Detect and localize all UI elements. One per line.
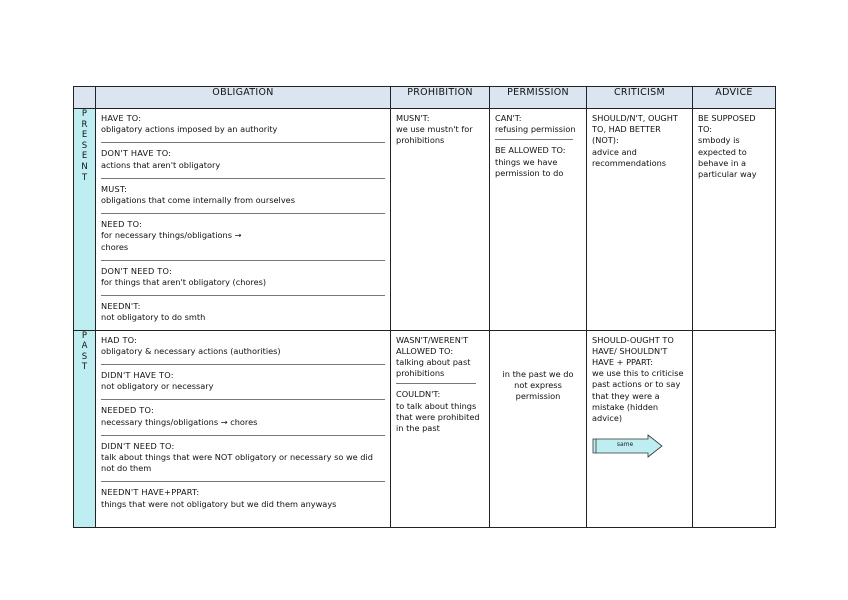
past-criticism-cell	[587, 330, 693, 527]
entry-title: WASN'T/WEREN'T ALLOWED TO:	[396, 334, 469, 356]
entry	[101, 335, 385, 360]
header-row	[74, 87, 776, 109]
divider	[396, 383, 476, 384]
side-label-present	[74, 109, 96, 331]
divider	[101, 481, 385, 482]
entry-desc: not obligatory to do smth	[101, 312, 206, 323]
entry-title: MUSN'T:	[396, 113, 430, 123]
past-obligation-cell	[96, 330, 391, 527]
entry-desc: talking about past prohibitions	[396, 357, 471, 379]
present-obligation-cell	[96, 109, 391, 331]
entry	[101, 184, 385, 209]
entry-desc: obligations that come internally from ourselves	[101, 195, 295, 206]
entry-desc: things that were not obligatory but we did them anyways	[101, 498, 337, 509]
divider	[101, 295, 385, 296]
entry-desc: for necessary things/obligations → chores	[101, 230, 242, 252]
entry-desc: necessary things/obligations → chores	[101, 416, 258, 427]
entry-desc: for things that aren't obligatory (chores)	[101, 277, 267, 288]
side-letter: P	[81, 330, 88, 341]
entry-desc: refusing permission	[495, 124, 576, 135]
entry	[101, 148, 385, 173]
side-letter: P	[81, 109, 88, 119]
divider	[101, 399, 385, 400]
entry-desc: we use this to criticise past actions or to say that they were a mistake (hidden advice)	[592, 368, 684, 424]
divider	[495, 139, 573, 140]
entry-desc: obligatory & necessary actions (authorities)	[101, 345, 281, 356]
divider	[101, 364, 385, 365]
entry	[101, 441, 385, 478]
entry-desc: smbody is expected to behave in a particular way	[698, 135, 757, 180]
modal-verbs-table	[73, 86, 776, 528]
present-permission-cell	[490, 109, 587, 331]
entry-title: DIDN'T NEED TO:	[101, 440, 175, 451]
side-letter: E	[81, 130, 88, 141]
side-letter: T	[81, 362, 88, 373]
present-criticism-cell	[587, 109, 693, 331]
header-advice: ADVICE	[693, 87, 776, 109]
entry-desc: actions that aren't obligatory	[101, 159, 221, 170]
entry	[101, 487, 385, 512]
entry-title: DON'T HAVE TO:	[101, 148, 172, 159]
corner-cell	[74, 87, 96, 109]
entry	[101, 266, 385, 291]
row-present	[74, 109, 776, 331]
entry-title: DON'T NEED TO:	[101, 265, 172, 276]
header-prohibition: PROHIBITION	[391, 87, 490, 109]
entry-title: HAD TO:	[101, 334, 138, 345]
entry-desc: we use mustn't for prohibitions	[396, 124, 473, 146]
entry-title: NEED TO:	[101, 219, 143, 230]
side-label-past	[74, 330, 96, 527]
entry-desc: talk about things that were NOT obligatory or necessary so we did not do them	[101, 452, 373, 474]
present-advice-cell	[693, 109, 776, 331]
entry	[101, 405, 385, 430]
entry-title: BE ALLOWED TO:	[495, 145, 566, 156]
divider	[101, 142, 385, 143]
past-prohibition-cell	[391, 330, 490, 527]
side-letter: T	[81, 172, 88, 183]
side-letter: S	[81, 351, 88, 362]
past-advice-cell	[693, 330, 776, 527]
side-letter: N	[81, 161, 88, 172]
entry-desc: advice and recommendations	[592, 146, 667, 168]
entry-title: CAN'T:	[495, 113, 522, 123]
header-obligation: OBLIGATION	[96, 87, 391, 109]
entry-title: HAVE TO:	[101, 113, 142, 123]
entry-desc: to talk about things that were prohibited in the past	[396, 400, 480, 434]
entry	[101, 219, 385, 256]
entry-title: SHOULD/N'T, OUGHT TO, HAD BETTER (NOT):	[592, 113, 678, 146]
entry-desc: not obligatory or necessary	[101, 381, 214, 392]
same-arrow	[592, 434, 664, 458]
entry	[101, 370, 385, 395]
entry-title: NEEDED TO:	[101, 405, 154, 416]
side-letter: R	[81, 119, 88, 130]
past-permission-cell	[490, 330, 587, 527]
entry-title: NEEDN'T:	[101, 301, 141, 312]
entry-title: NEEDN'T HAVE+PPART:	[101, 487, 200, 498]
divider	[101, 260, 385, 261]
entry-title: BE SUPPOSED TO:	[698, 113, 756, 135]
entry-title: COULDN'T:	[396, 389, 441, 400]
entry	[101, 113, 385, 138]
side-letter: A	[81, 341, 88, 352]
entry-desc: in the past we do not express permission	[502, 368, 574, 402]
header-criticism: CRITICISM	[587, 87, 693, 109]
entry-title: MUST:	[101, 183, 128, 194]
arrow-label: same	[616, 441, 634, 449]
divider	[101, 213, 385, 214]
present-prohibition-cell	[391, 109, 490, 331]
entry-title: DIDN'T HAVE TO:	[101, 370, 174, 381]
side-letter: E	[81, 151, 88, 162]
entry-title: SHOULD-OUGHT TO HAVE/ SHOULDN'T HAVE + PPART:	[592, 334, 674, 368]
header-permission: PERMISSION	[490, 87, 587, 109]
entry-desc: things we have permission to do	[495, 156, 564, 178]
divider	[101, 435, 385, 436]
side-letter: S	[81, 140, 88, 151]
entry-desc: obligatory actions imposed by an authority	[101, 124, 278, 135]
divider	[101, 178, 385, 179]
row-past	[74, 330, 776, 527]
entry	[101, 301, 385, 326]
